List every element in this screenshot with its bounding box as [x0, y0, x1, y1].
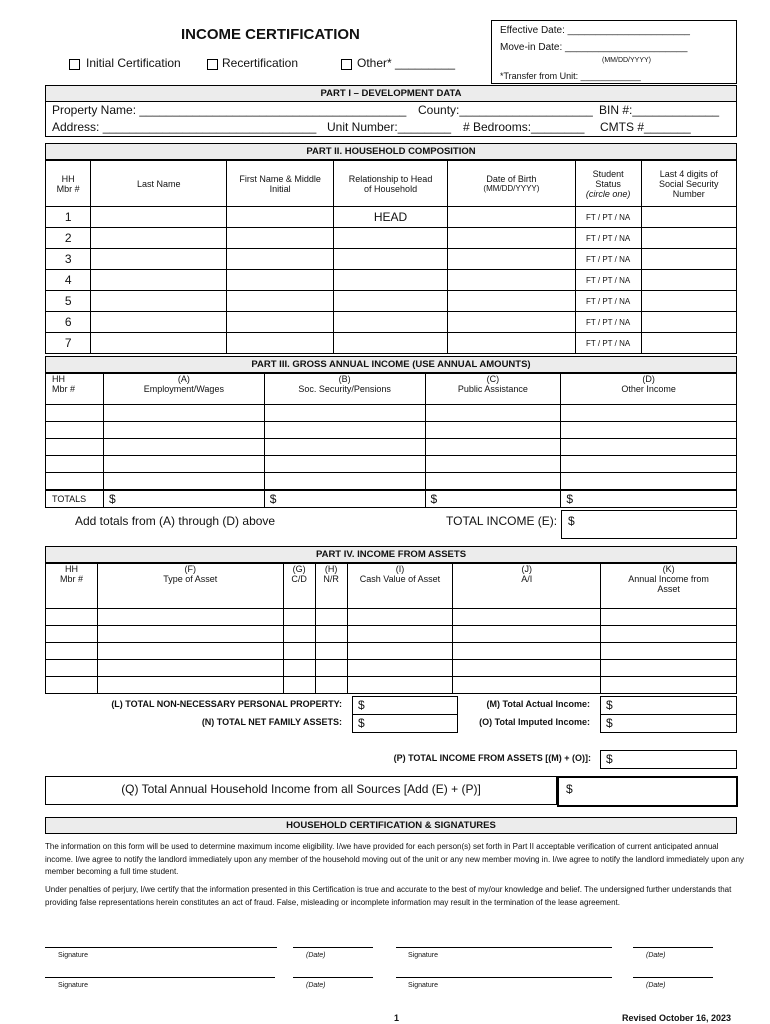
col-hh-text: HH	[64, 564, 78, 574]
col-k-text2: Annual Income from	[628, 574, 709, 584]
address-field[interactable]: Address: ________________________________	[52, 120, 317, 134]
col-nr	[315, 564, 347, 609]
col-f-text: (F)	[184, 564, 197, 574]
col-cash-value	[347, 564, 453, 609]
last-name-cell[interactable]	[91, 249, 227, 270]
col-mbr-text: Mbr #	[59, 574, 83, 584]
asset-row	[46, 609, 737, 626]
date-line[interactable]	[293, 977, 373, 978]
last-name-cell[interactable]	[91, 291, 227, 312]
first-name-cell[interactable]	[227, 228, 334, 249]
col-dob-text2: (MM/DD/YYYY)	[483, 184, 540, 193]
household-table	[45, 160, 737, 354]
bedrooms-field[interactable]: # Bedrooms:________	[463, 120, 585, 134]
ssn-cell[interactable]	[641, 270, 736, 291]
date-label: (Date)	[646, 952, 666, 959]
o-dollar: $	[606, 716, 613, 730]
col-ai	[453, 564, 601, 609]
relationship-cell[interactable]	[333, 249, 447, 270]
col-a-text2: Employment/Wages	[143, 384, 224, 394]
col-relationship	[333, 161, 447, 207]
col-hh-mbr	[46, 161, 91, 207]
row-num: 3	[46, 249, 91, 270]
col-student-text2: Status	[595, 178, 621, 189]
transfer-from-unit-field[interactable]: *Transfer from Unit: ____________	[500, 71, 641, 81]
col-a-text: (A)	[177, 374, 190, 384]
col-j-text2: A/I	[521, 574, 533, 584]
l-dollar: $	[358, 698, 365, 712]
col-ssn-text: Last 4 digits of	[659, 168, 718, 179]
add-totals-note: Add totals from (A) through (D) above	[75, 514, 276, 528]
total-income-e-label: TOTAL INCOME (E):	[446, 514, 558, 528]
certification-header: HOUSEHOLD CERTIFICATION & SIGNATURES	[45, 817, 737, 834]
col-k-text3: Asset	[657, 584, 680, 594]
dob-cell[interactable]	[448, 249, 576, 270]
m-dollar: $	[606, 698, 613, 712]
household-row	[46, 333, 737, 354]
o-label: (O) Total Imputed Income:	[479, 717, 590, 727]
col-g-text: (G)	[292, 564, 306, 574]
asset-row	[46, 626, 737, 643]
dob-cell[interactable]	[448, 312, 576, 333]
last-name-cell[interactable]	[91, 228, 227, 249]
asset-row	[46, 643, 737, 660]
col-cd	[283, 564, 315, 609]
certification-paragraph-2: Under penalties of perjury, I/we certify that the information presented in this Certification is true and accurate to the best of my/our knowledge and belief. The undersigned further understands that providing false representations herein constitutes an act of fraud. False, misleading or incomplete information may result in the termination of the lease agreement.	[45, 885, 732, 907]
l-label: (L) TOTAL NON-NECESSARY PERSONAL PROPERTY:	[111, 699, 342, 709]
last-name-cell[interactable]	[91, 333, 227, 354]
signature-label: Signature	[408, 982, 438, 989]
household-row	[46, 312, 737, 333]
household-row	[46, 207, 737, 228]
col-dob-text: Date of Birth	[486, 174, 537, 184]
col-c-text2: Public Assistance	[457, 384, 528, 394]
col-employment	[103, 374, 264, 405]
col-soc-security	[264, 374, 425, 405]
bin-field[interactable]: BIN #:_____________	[599, 103, 720, 117]
row-num: 5	[46, 291, 91, 312]
date-label: (Date)	[646, 982, 666, 989]
signature-line[interactable]	[396, 977, 612, 978]
dob-cell[interactable]	[448, 270, 576, 291]
part2-header: PART II. HOUSEHOLD COMPOSITION	[45, 143, 737, 160]
col-mbr-text: Mbr #	[52, 384, 76, 394]
ssn-cell[interactable]	[641, 312, 736, 333]
signature-label: Signature	[408, 952, 438, 959]
p-label: (P) TOTAL INCOME FROM ASSETS [(M) + (O)]:	[393, 753, 591, 763]
col-hh-mbr	[46, 564, 98, 609]
q-label: (Q) Total Annual Household Income from all Sources [Add (E) + (P)]	[121, 782, 481, 796]
col-rel-text2: of Household	[364, 183, 418, 194]
relationship-cell[interactable]	[333, 333, 447, 354]
initial-certification-checkbox[interactable]	[69, 59, 80, 70]
col-f-text2: Type of Asset	[163, 574, 218, 584]
col-first-text2: Initial	[269, 183, 291, 194]
dob-cell[interactable]	[448, 207, 576, 228]
q-dollar: $	[566, 782, 573, 796]
effective-date-field[interactable]: Effective Date: ______________________	[500, 25, 690, 36]
relationship-cell[interactable]	[333, 291, 447, 312]
date-line[interactable]	[633, 947, 713, 948]
revised-date: Revised October 16, 2023	[622, 1013, 732, 1023]
first-name-cell[interactable]	[227, 270, 334, 291]
totals-label: TOTALS	[46, 490, 104, 508]
col-ssn-text2: Social Security	[659, 178, 719, 189]
p-dollar: $	[606, 752, 613, 766]
col-c-text: (C)	[486, 374, 500, 384]
col-last-name: Last Name	[91, 161, 227, 207]
ssn-cell[interactable]	[641, 291, 736, 312]
col-asset-type	[97, 564, 283, 609]
income-row	[46, 439, 737, 456]
part4-header: PART IV. INCOME FROM ASSETS	[45, 546, 737, 563]
row-num: 1	[46, 207, 91, 228]
student-status-cell[interactable]: FT / PT / NA	[575, 333, 641, 354]
income-row	[46, 405, 737, 422]
relationship-cell[interactable]	[333, 270, 447, 291]
col-i-text2: Cash Value of Asset	[359, 574, 441, 584]
recertification-label: Recertification	[222, 56, 299, 70]
form-title: INCOME CERTIFICATION	[181, 26, 360, 43]
col-k-text: (K)	[662, 564, 675, 574]
asset-row	[46, 660, 737, 677]
household-row	[46, 228, 737, 249]
col-hh-mbr	[46, 374, 104, 405]
unit-number-field[interactable]: Unit Number:________	[327, 120, 452, 134]
col-dob	[448, 161, 576, 207]
col-h-text: (H)	[324, 564, 338, 574]
student-status-cell[interactable]: FT / PT / NA	[575, 291, 641, 312]
student-status-cell[interactable]: FT / PT / NA	[575, 249, 641, 270]
totals-row	[46, 490, 737, 508]
signature-line[interactable]	[396, 947, 612, 948]
relationship-cell[interactable]: HEAD	[333, 207, 447, 228]
income-row	[46, 422, 737, 439]
row-num: 6	[46, 312, 91, 333]
relationship-cell[interactable]	[333, 228, 447, 249]
o-field[interactable]	[600, 714, 737, 733]
student-status-cell[interactable]: FT / PT / NA	[575, 207, 641, 228]
total-a-field[interactable]: $	[103, 490, 264, 508]
first-name-cell[interactable]	[227, 207, 334, 228]
property-name-field[interactable]: Property Name: ________________________________________	[52, 103, 407, 117]
date-label: (Date)	[306, 952, 326, 959]
income-table	[45, 373, 737, 508]
ssn-cell[interactable]	[641, 249, 736, 270]
col-d-text: (D)	[642, 374, 655, 384]
row-num: 4	[46, 270, 91, 291]
col-student-text3: (circle one)	[585, 188, 631, 199]
col-mbr-text: Mbr #	[56, 183, 80, 194]
col-other-income	[561, 374, 737, 405]
col-hh-text: HH	[52, 374, 65, 384]
col-j-text: (J)	[521, 564, 533, 574]
move-in-date-field[interactable]: Move-in Date: ______________________	[500, 42, 688, 53]
certification-paragraph-1: The information on this form will be used to determine maximum income eligibility. I/we have provided for each person(s) set forth in Part II acceptable verification of current anticipated annual income. I/we agree to notify the landlord immediately upon any member of the household moving out of the unit or any new member moving in. I/we agree to notify the landlord immediately upon any member becoming a full time student.	[45, 842, 745, 876]
col-rel-text: Relationship to Head	[348, 173, 433, 184]
row-num: 2	[46, 228, 91, 249]
county-field[interactable]: County:____________________	[418, 103, 593, 117]
col-d-text2: Other Income	[621, 384, 676, 394]
student-status-cell[interactable]: FT / PT / NA	[575, 270, 641, 291]
m-label: (M) Total Actual Income:	[486, 699, 590, 709]
signature-label: Signature	[58, 982, 88, 989]
col-annual-income	[601, 564, 737, 609]
col-i-text: (I)	[395, 564, 405, 574]
dob-cell[interactable]	[448, 228, 576, 249]
q-field[interactable]	[557, 776, 738, 807]
dob-cell[interactable]	[448, 291, 576, 312]
m-field[interactable]	[600, 696, 737, 715]
signature-line[interactable]	[45, 947, 277, 948]
col-ssn	[641, 161, 736, 207]
col-b-text2: Soc. Security/Pensions	[298, 384, 391, 394]
assets-table	[45, 563, 737, 694]
date-line[interactable]	[633, 977, 713, 978]
col-b-text: (B)	[338, 374, 351, 384]
n-dollar: $	[358, 716, 365, 730]
asset-row	[46, 677, 737, 694]
date-format-hint: (MM/DD/YYYY)	[602, 57, 651, 64]
other-checkbox[interactable]	[341, 59, 352, 70]
part1-header: PART I – DEVELOPMENT DATA	[45, 85, 737, 102]
household-row	[46, 291, 737, 312]
date-label: (Date)	[306, 982, 326, 989]
first-name-cell[interactable]	[227, 312, 334, 333]
last-name-cell[interactable]	[91, 270, 227, 291]
ssn-cell[interactable]	[641, 228, 736, 249]
first-name-cell[interactable]	[227, 333, 334, 354]
col-student-text: Student	[592, 168, 624, 179]
cmts-field[interactable]: CMTS #_______	[600, 120, 691, 134]
first-name-cell[interactable]	[227, 249, 334, 270]
recertification-checkbox[interactable]	[207, 59, 218, 70]
p-field[interactable]	[600, 750, 737, 769]
col-public-assistance	[425, 374, 561, 405]
total-c-field[interactable]: $	[425, 490, 561, 508]
other-label: Other* _________	[357, 56, 456, 70]
first-name-cell[interactable]	[227, 291, 334, 312]
relationship-cell[interactable]	[333, 312, 447, 333]
col-g-text2: C/D	[291, 574, 307, 584]
date-line[interactable]	[293, 947, 373, 948]
ssn-cell[interactable]	[641, 207, 736, 228]
last-name-cell[interactable]	[91, 207, 227, 228]
page-number: 1	[394, 1013, 400, 1023]
col-first-text: First Name & Middle	[239, 173, 321, 184]
signature-label: Signature	[58, 952, 88, 959]
col-hh-text: HH	[61, 173, 75, 184]
total-income-e-field[interactable]	[561, 510, 737, 539]
last-name-cell[interactable]	[91, 312, 227, 333]
col-first-name	[227, 161, 334, 207]
income-row	[46, 456, 737, 473]
income-row	[46, 473, 737, 490]
signature-line[interactable]	[45, 977, 275, 978]
col-student-status	[575, 161, 641, 207]
col-h-text2: N/R	[323, 574, 339, 584]
total-d-field[interactable]: $	[561, 490, 737, 508]
household-row	[46, 270, 737, 291]
total-b-field[interactable]: $	[264, 490, 425, 508]
student-status-cell[interactable]: FT / PT / NA	[575, 228, 641, 249]
student-status-cell[interactable]: FT / PT / NA	[575, 312, 641, 333]
initial-certification-label: Initial Certification	[86, 56, 181, 70]
row-num: 7	[46, 333, 91, 354]
total-income-e-dollar: $	[568, 514, 575, 528]
ssn-cell[interactable]	[641, 333, 736, 354]
col-ssn-text3: Number	[672, 188, 705, 199]
n-label: (N) TOTAL NET FAMILY ASSETS:	[201, 717, 342, 727]
dob-cell[interactable]	[448, 333, 576, 354]
household-row	[46, 249, 737, 270]
part3-header: PART III. GROSS ANNUAL INCOME (USE ANNUAL AMOUNTS)	[45, 356, 737, 373]
